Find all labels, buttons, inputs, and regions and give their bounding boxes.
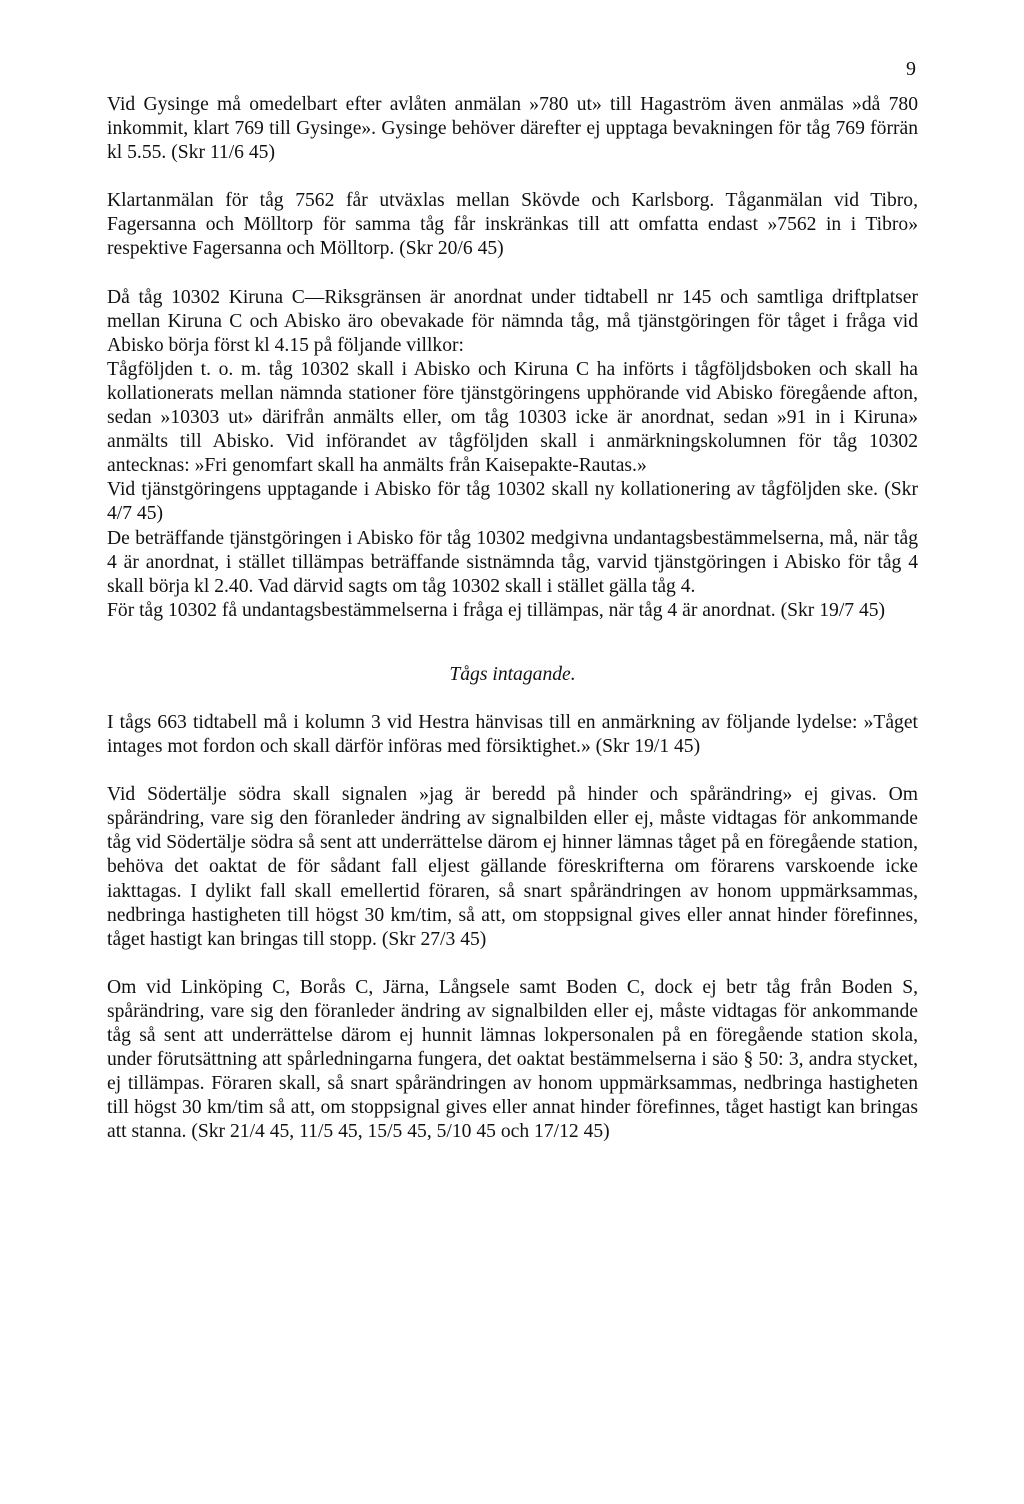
kiruna-block [107, 286, 918, 623]
paragraph-sodertalje: Vid Södertälje södra skall signalen »jag är beredd på hinder och spårändring» ej givas. Om spårändring, vare sig den föranleder ändring av signalbilden eller ej, måste vidtagas för ankommande tåg vid Södertälje södra så sent att underrättelse därom ej hinner lämnas tåget på en föregående station, behöva det oaktat de för sådant fall eljest gällande föreskrifterna om förarens varskoende icke iakttagas. I dylikt fall skall emellertid föraren, så snart spårändringen av honom uppmärksammas, nedbringa hastigheten till högst 30 km/tim, så att, om stoppsignal gives eller annat hinder förefinnes, tåget hastigt kan bringas till stopp. (Skr 27/3 45) [107, 784, 918, 950]
paragraph-gysinge: Vid Gysinge må omedelbart efter avlåten anmälan »780 ut» till Hagaström även anmälas »då 780 inkommit, klart 769 till Gysinge». Gysinge behöver därefter ej upptaga bevakningen för tåg 769 förrän kl 5.55. (Skr 11/6 45) [107, 94, 918, 164]
page-number: 9 [906, 58, 916, 80]
paragraph-tag-4: De beträffande tjänstgöringen i Abisko för tåg 10302 medgivna undantagsbestämmelserna, må, när tåg 4 är anordnat, i stället tillämpas beträffande sistnämnda tåg, varvid tjänstgöringen i Abisko för tåg 4 skall börja kl 2.40. Vad därvid sagts om tåg 10302 skall i stället gälla tåg 4. [107, 527, 918, 597]
paragraph-linkoping: Om vid Linköping C, Borås C, Järna, Långsele samt Boden C, dock ej betr tåg från Boden S, spårändring, vare sig den föranleder ändring av signalbilden eller ej, måste vidtagas för ankommande tåg så sent att underrättelse därom ej hunnit lämnas lokpersonalen på en föregående station skola, under förutsättning att spårledningarna fungera, det oaktat bestämmelserna i säo § 50: 3, andra stycket, ej tillämpas. Föraren skall, så snart spårändringen av honom uppmärksammas, nedbringa hastigheten till högst 30 km/tim så att, om stoppsignal gives eller annat hinder förefinnes, tåget hastigt kan bringas att stanna. (Skr 21/4 45, 11/5 45, 15/5 45, 5/10 45 och 17/12 45) [107, 976, 918, 1143]
paragraph-kiruna-intro: Då tåg 10302 Kiruna C—Riksgränsen är anordnat under tidtabell nr 145 och samtliga driftplatser mellan Kiruna C och Abisko äro obevakade för nämnda tåg, må tjänstgöringen för tåget i fråga vid Abisko börja först kl 4.15 på följande villkor: [107, 286, 918, 356]
paragraph-undantag: För tåg 10302 få undantagsbestämmelserna i fråga ej tillämpas, när tåg 4 är anordnat. (Skr 19/7 45) [107, 599, 886, 621]
paragraph-hestra: I tågs 663 tidtabell må i kolumn 3 vid Hestra hänvisas till en anmärkning av följande lydelse: »Tåget intages mot fordon och skall därför införas med försiktighet.» (Skr 19/1 45) [107, 711, 918, 758]
paragraph-tagfoljden: Tågföljden t. o. m. tåg 10302 skall i Abisko och Kiruna C ha införts i tågföljdsboken och skall ha kollationerats mellan nämnda stationer före tjänstgöringens upphörande vid Abisko föregående afton, sedan »10303 ut» därifrån anmälts eller, om tåg 10303 icke är anordnat, sedan »91 in i Kiruna» anmälts till Abisko. Vid införandet av tågföljden skall i anmärkningskolumnen för tåg 10302 antecknas: »Fri genomfart skall ha anmälts från Kaisepakte-Rautas.» [107, 358, 918, 477]
document-body [107, 93, 918, 1144]
section-heading: Tågs intagande. [449, 663, 576, 685]
paragraph-klartanmalan: Klartanmälan för tåg 7562 får utväxlas mellan Skövde och Karlsborg. Tåganmälan vid Tibro, Fagersanna och Mölltorp för samma tåg får inskränkas till att omfatta endast »7562 in i Tibro» respektive Fagersanna och Mölltorp. (Skr 20/6 45) [107, 190, 918, 260]
paragraph-kollationering: Vid tjänstgöringens upptagande i Abisko för tåg 10302 skall ny kollationering av tågföljden ske. (Skr 4/7 45) [107, 479, 918, 525]
